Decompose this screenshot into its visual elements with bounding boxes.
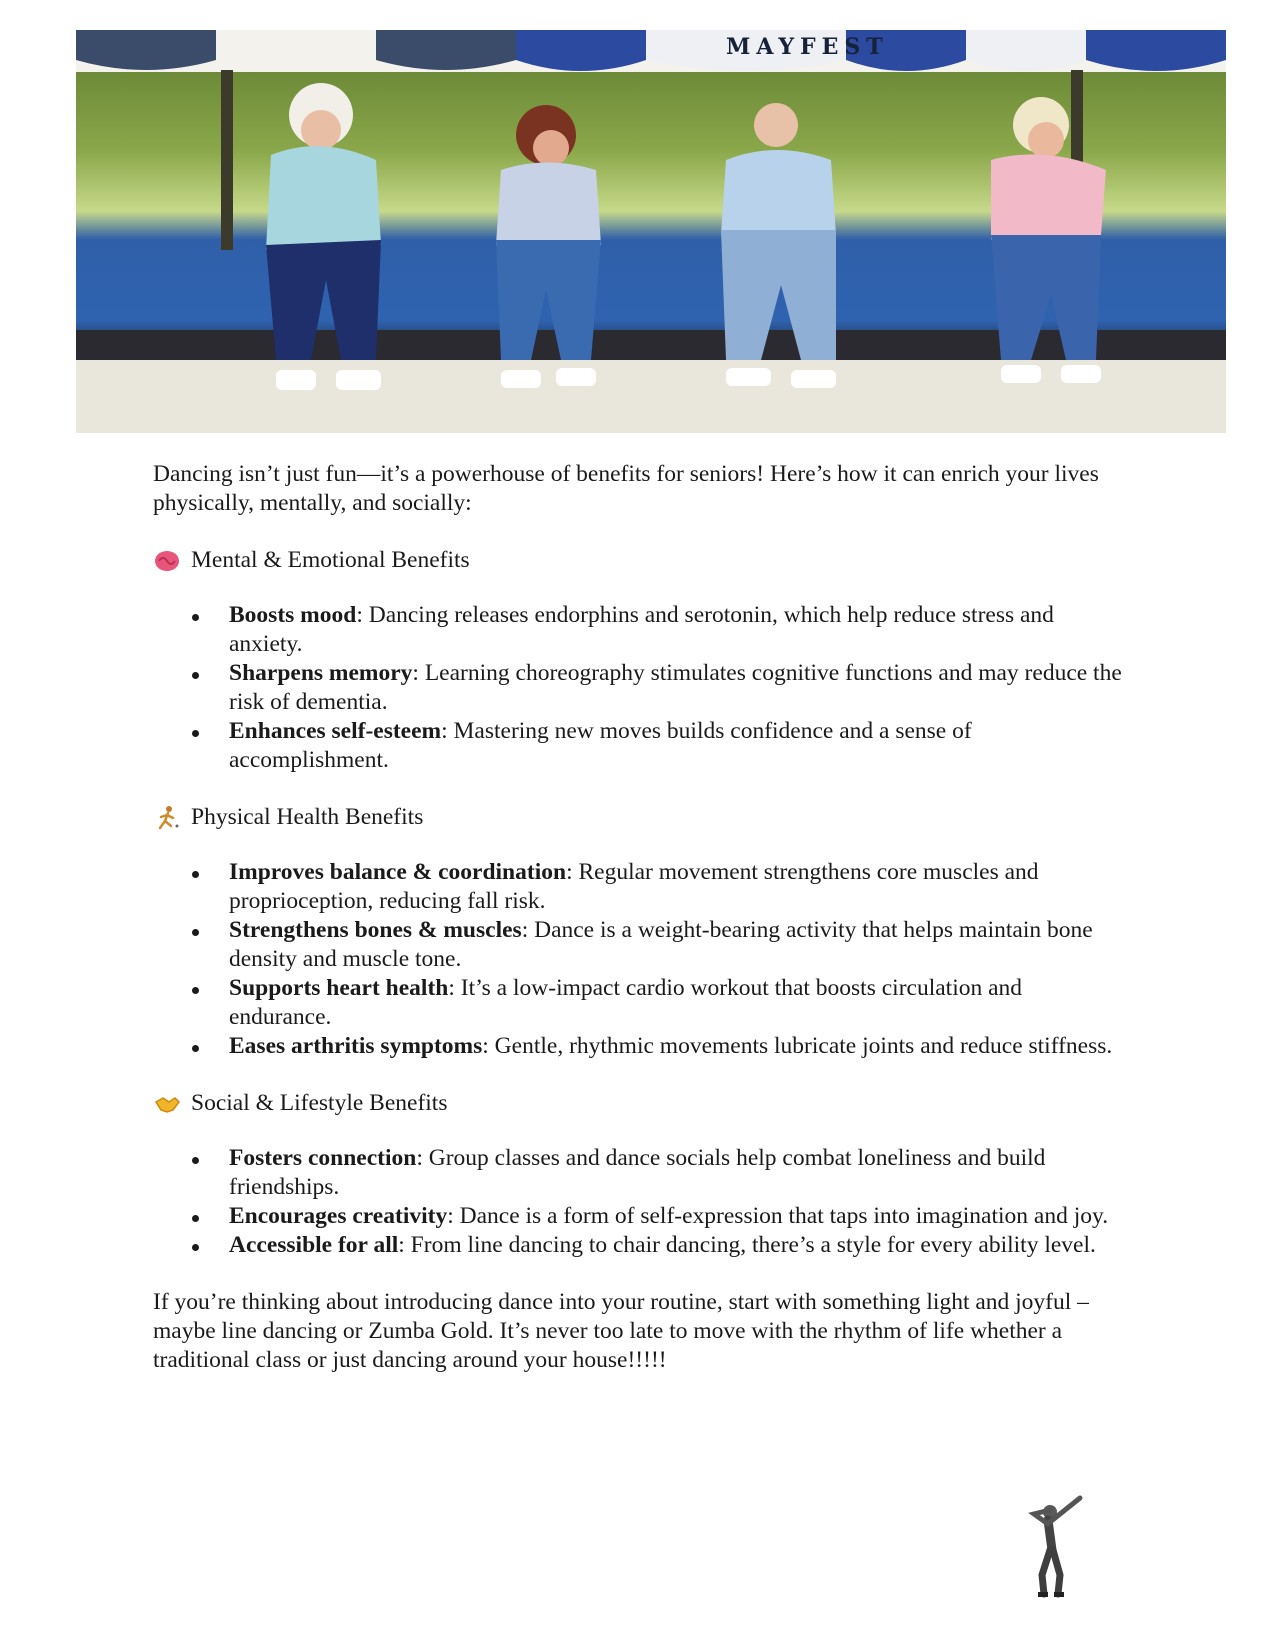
photo-illustration (76, 30, 1226, 433)
brain-icon (153, 547, 181, 575)
bullet-list-social (153, 1144, 1123, 1260)
item-text: : Group classes and dance socials help combat loneliness and build friendships. (229, 1145, 1046, 1200)
section-heading-mental (153, 546, 1123, 575)
awning (76, 30, 1226, 72)
section-title: Social & Lifestyle Benefits (191, 1090, 448, 1116)
item-text: : Mastering new moves builds confidence and a sense of accomplishment. (229, 718, 972, 773)
list-item (229, 974, 1123, 1032)
section-title: Physical Health Benefits (191, 804, 424, 830)
item-term: Boosts mood (229, 602, 357, 628)
intro-paragraph: Dancing isn’t just fun—it’s a powerhouse of benefits for seniors! Here’s how it can enrich your lives physically, mentally, and socially: (153, 461, 1099, 516)
list-item (229, 1202, 1123, 1231)
item-text: : From line dancing to chair dancing, there’s a style for every ability level. (398, 1232, 1096, 1258)
list-item (229, 717, 1123, 775)
item-term: Accessible for all (229, 1232, 399, 1258)
dabbing-dancer-figure (1020, 1490, 1090, 1600)
item-term: Improves balance & coordination (229, 859, 567, 885)
list-item (229, 1144, 1123, 1202)
article-body (153, 460, 1123, 1375)
runner-icon (153, 804, 181, 832)
banner-text: MAYFEST (726, 34, 889, 60)
section-heading-social (153, 1089, 1123, 1118)
item-term: Eases arthritis symptoms (229, 1033, 483, 1059)
bullet-list-mental (153, 601, 1123, 775)
item-term: Enhances self-esteem (229, 718, 442, 744)
bullet-list-physical (153, 858, 1123, 1061)
item-term: Supports heart health (229, 975, 449, 1001)
item-text: : Regular movement strengthens core muscles and proprioception, reducing fall risk. (229, 859, 1039, 914)
item-text: : Learning choreography stimulates cognitive functions and may reduce the risk of dementia. (229, 660, 1122, 715)
handshake-icon (153, 1090, 181, 1118)
item-text: : Gentle, rhythmic movements lubricate joints and reduce stiffness. (482, 1033, 1113, 1059)
list-item (229, 601, 1123, 659)
item-term: Strengthens bones & muscles (229, 917, 522, 943)
list-item (229, 858, 1123, 916)
item-text: : Dance is a weight-bearing activity that helps maintain bone density and muscle tone. (229, 917, 1093, 972)
item-term: Sharpens memory (229, 660, 413, 686)
list-item (229, 1032, 1123, 1061)
item-text: : It’s a low-impact cardio workout that boosts circulation and endurance. (229, 975, 1023, 1030)
closing-paragraph: If you’re thinking about introducing dance into your routine, start with something light and joyful – maybe line dancing or Zumba Gold. It’s never too late to move with the rhythm of life whether a traditional class or just dancing around your house!!!!! (153, 1289, 1089, 1373)
section-heading-physical (153, 803, 1123, 832)
item-term: Fosters connection (229, 1145, 417, 1171)
list-item (229, 916, 1123, 974)
item-text: : Dance is a form of self-expression that taps into imagination and joy. (447, 1203, 1109, 1229)
list-item (229, 659, 1123, 717)
list-item (229, 1231, 1123, 1260)
section-title: Mental & Emotional Benefits (191, 547, 470, 573)
item-term: Encourages creativity (229, 1203, 448, 1229)
item-text: : Dancing releases endorphins and serotonin, which help reduce stress and anxiety. (229, 602, 1054, 657)
seniors-dancing-photo (76, 30, 1226, 433)
